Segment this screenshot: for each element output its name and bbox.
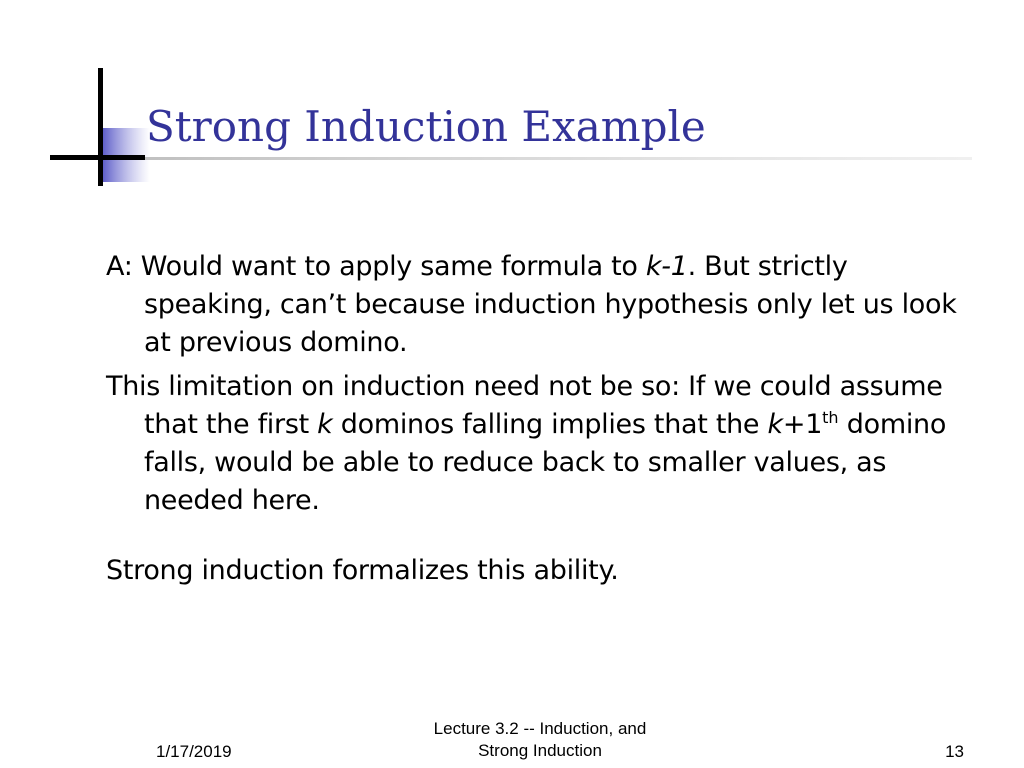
paragraph-conclusion: Strong induction formalizes this ability. xyxy=(106,555,619,586)
page-number: 13 xyxy=(945,742,964,761)
math-k: k xyxy=(767,409,783,440)
horizontal-rule xyxy=(50,155,145,160)
footer-date: 1/17/2019 xyxy=(156,742,232,761)
footer-lecture-line-2: Strong Induction xyxy=(478,741,602,760)
footer-lecture-title xyxy=(390,718,690,762)
slide-body xyxy=(106,248,966,596)
paragraph-limitation: This limitation on induction need not be so: If we could assume that the first k dominos falling implies that the k+1th domino falls, would be able to reduce back to smaller values, as needed here. xyxy=(106,371,947,516)
vertical-rule xyxy=(98,68,103,186)
math-k-minus-1: k-1 xyxy=(645,251,688,282)
slide-title: Strong Induction Example xyxy=(146,102,706,151)
footer-lecture-line-1: Lecture 3.2 -- Induction, and xyxy=(433,719,647,738)
ordinal-suffix: th xyxy=(822,408,839,427)
title-underline-rule xyxy=(102,157,972,160)
math-k: k xyxy=(317,409,333,440)
paragraph-answer: A: Would want to apply same formula to k-1. But strictly speaking, can’t because induction hypothesis only let us look at previous domino. xyxy=(106,251,957,358)
